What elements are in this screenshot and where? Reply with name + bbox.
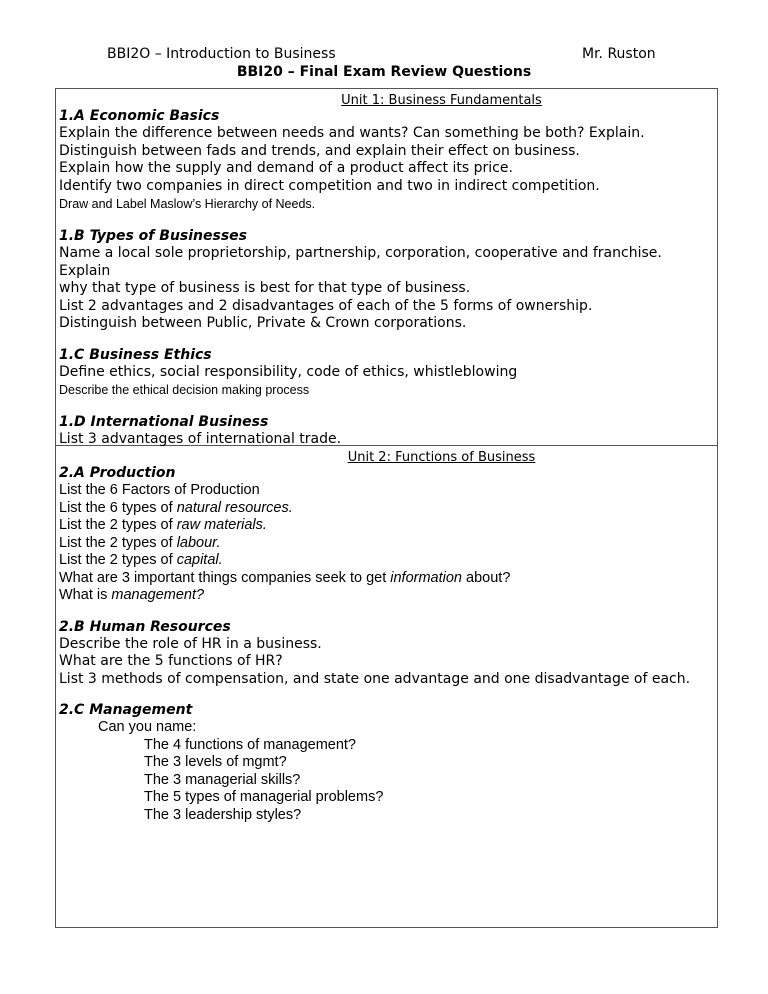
key-term: labour.	[176, 534, 221, 551]
unit2-content	[56, 465, 717, 824]
course-name: BBI2O – Introduction to Business	[107, 46, 336, 62]
question-text: What are 3 important things companies seek to get	[59, 569, 391, 586]
list-item: The 5 types of managerial problems?	[144, 789, 384, 805]
question-text: about?	[462, 569, 511, 586]
teacher-name: Mr. Ruston	[582, 46, 656, 62]
section-1b-heading: 1.B Types of Businesses	[59, 228, 247, 244]
unit1-content	[56, 108, 717, 449]
key-term: capital.	[176, 552, 223, 568]
question-line: Distinguish between Public, Private & Crown corporations.	[59, 315, 467, 331]
section-1a-heading: 1.A Economic Basics	[59, 108, 220, 124]
question-line: Explain the difference between needs and wants? Can something be both? Explain.	[59, 125, 645, 141]
question-line	[59, 535, 714, 553]
question-line: List 2 advantages and 2 disadvantages of each of the 5 forms of ownership.	[59, 297, 593, 314]
list-item: The 3 levels of mgmt?	[144, 754, 287, 770]
unit1-box	[55, 88, 718, 446]
list-item: The 3 managerial skills?	[144, 771, 301, 788]
question-line: What are the 5 functions of HR?	[59, 653, 283, 669]
question-line: Identify two companies in direct competition and two in indirect competition.	[59, 177, 600, 194]
page-header	[0, 0, 768, 90]
question-line: Name a local sole proprietorship, partnership, corporation, cooperative and franchise. Explain	[59, 245, 662, 279]
question-line: why that type of business is best for that type of business.	[59, 280, 471, 296]
page-title: BBI20 – Final Exam Review Questions	[236, 64, 532, 80]
question-line: List 3 methods of compensation, and state one advantage and one disadvantage of each.	[59, 670, 691, 687]
question-line	[59, 570, 714, 588]
question-line: Define ethics, social responsibility, code of ethics, whistleblowing	[59, 363, 518, 380]
key-term: natural resources.	[176, 499, 293, 516]
list-item: The 4 functions of management?	[144, 736, 356, 753]
key-term: raw materials.	[176, 517, 267, 533]
question-line: List 3 advantages of international trade.	[59, 431, 342, 447]
section-2a-heading: 2.A Production	[59, 465, 176, 481]
question-line: Distinguish between fads and trends, and explain their effect on business.	[59, 142, 580, 159]
section-2b-heading: 2.B Human Resources	[59, 618, 231, 635]
question-line: Explain how the supply and demand of a product affect its price.	[59, 160, 513, 176]
question-text: What is	[59, 587, 112, 603]
question-text: List the 2 types of	[59, 552, 177, 568]
section-2c-heading: 2.C Management	[59, 702, 193, 718]
question-line	[59, 552, 714, 570]
unit2-title: Unit 2: Functions of Business	[347, 450, 536, 465]
key-term: management?	[111, 587, 205, 603]
section-1d-heading: 1.D International Business	[59, 414, 269, 430]
key-term: information	[390, 569, 462, 586]
section-1c-heading: 1.C Business Ethics	[59, 346, 212, 363]
question-line	[59, 517, 714, 535]
question-line	[59, 500, 714, 518]
question-line: Describe the role of HR in a business.	[59, 635, 322, 652]
question-line: Describe the ethical decision making process	[59, 383, 310, 397]
list-item: The 3 leadership styles?	[144, 806, 302, 823]
question-line	[59, 587, 714, 605]
question-text: List the 2 types of	[59, 517, 177, 533]
unit2-box	[55, 446, 718, 928]
question-line: List the 6 Factors of Production	[59, 482, 260, 498]
question-line: Draw and Label Maslow’s Hierarchy of Needs.	[59, 197, 316, 211]
question-text: List the 6 types of	[59, 499, 177, 516]
question-intro: Can you name:	[98, 719, 197, 735]
question-text: List the 2 types of	[59, 534, 177, 551]
unit1-title: Unit 1: Business Fundamentals	[341, 93, 542, 108]
